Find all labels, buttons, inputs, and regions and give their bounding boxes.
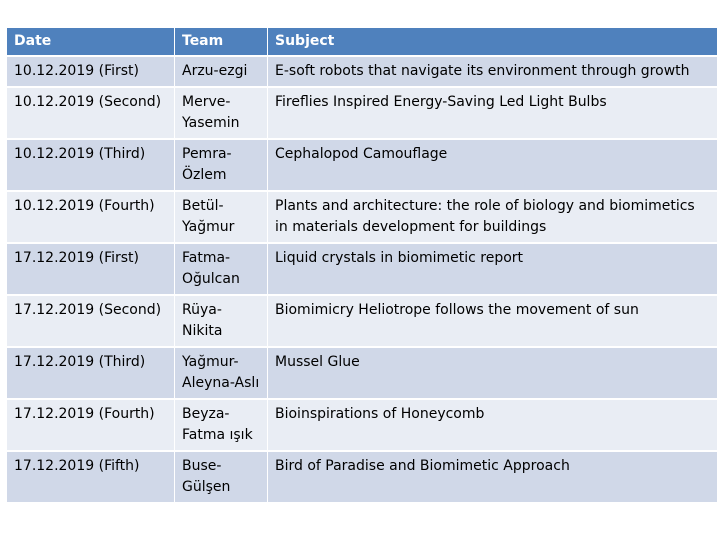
header-team: Team — [175, 28, 268, 57]
date-cell: 17.12.2019 (Second) — [7, 295, 175, 347]
team-cell: Merve-Yasemin — [175, 87, 268, 139]
header-row — [7, 28, 718, 57]
date-cell: 17.12.2019 (Fourth) — [7, 399, 175, 451]
table-row — [7, 399, 718, 451]
team-cell: Betül-Yağmur — [175, 191, 268, 243]
subject-cell: Bird of Paradise and Biomimetic Approach — [268, 451, 718, 503]
table-row — [7, 243, 718, 295]
subject-cell: Cephalopod Camouflage — [268, 139, 718, 191]
subject-cell: Bioinspirations of Honeycomb — [268, 399, 718, 451]
table-body — [7, 56, 718, 503]
subject-cell: Fireflies Inspired Energy-Saving Led Light Bulbs — [268, 87, 718, 139]
subject-cell: E-soft robots that navigate its environment through growth — [268, 56, 718, 87]
table-row — [7, 139, 718, 191]
team-cell: Rüya-Nikita — [175, 295, 268, 347]
date-cell: 17.12.2019 (Fifth) — [7, 451, 175, 503]
subject-cell: Plants and architecture: the role of biology and biomimetics in materials development for buildings — [268, 191, 718, 243]
team-cell: Beyza-Fatma ışık — [175, 399, 268, 451]
table-row — [7, 87, 718, 139]
date-cell: 10.12.2019 (First) — [7, 56, 175, 87]
team-cell: Pemra-Özlem — [175, 139, 268, 191]
table-row — [7, 56, 718, 87]
date-cell: 17.12.2019 (First) — [7, 243, 175, 295]
table-row — [7, 347, 718, 399]
date-cell: 10.12.2019 (Third) — [7, 139, 175, 191]
table-header — [7, 28, 718, 57]
header-subject: Subject — [268, 28, 718, 57]
team-cell: Arzu-ezgi — [175, 56, 268, 87]
date-cell: 17.12.2019 (Third) — [7, 347, 175, 399]
team-cell: Fatma-Oğulcan — [175, 243, 268, 295]
table-row — [7, 191, 718, 243]
table-row — [7, 451, 718, 503]
schedule-table — [6, 27, 718, 503]
header-date: Date — [7, 28, 175, 57]
table-row — [7, 295, 718, 347]
date-cell: 10.12.2019 (Second) — [7, 87, 175, 139]
subject-cell: Liquid crystals in biomimetic report — [268, 243, 718, 295]
subject-cell: Biomimicry Heliotrope follows the movement of sun — [268, 295, 718, 347]
team-cell: Buse-Gülşen — [175, 451, 268, 503]
subject-cell: Mussel Glue — [268, 347, 718, 399]
team-cell: Yağmur-Aleyna-Aslı — [175, 347, 268, 399]
date-cell: 10.12.2019 (Fourth) — [7, 191, 175, 243]
